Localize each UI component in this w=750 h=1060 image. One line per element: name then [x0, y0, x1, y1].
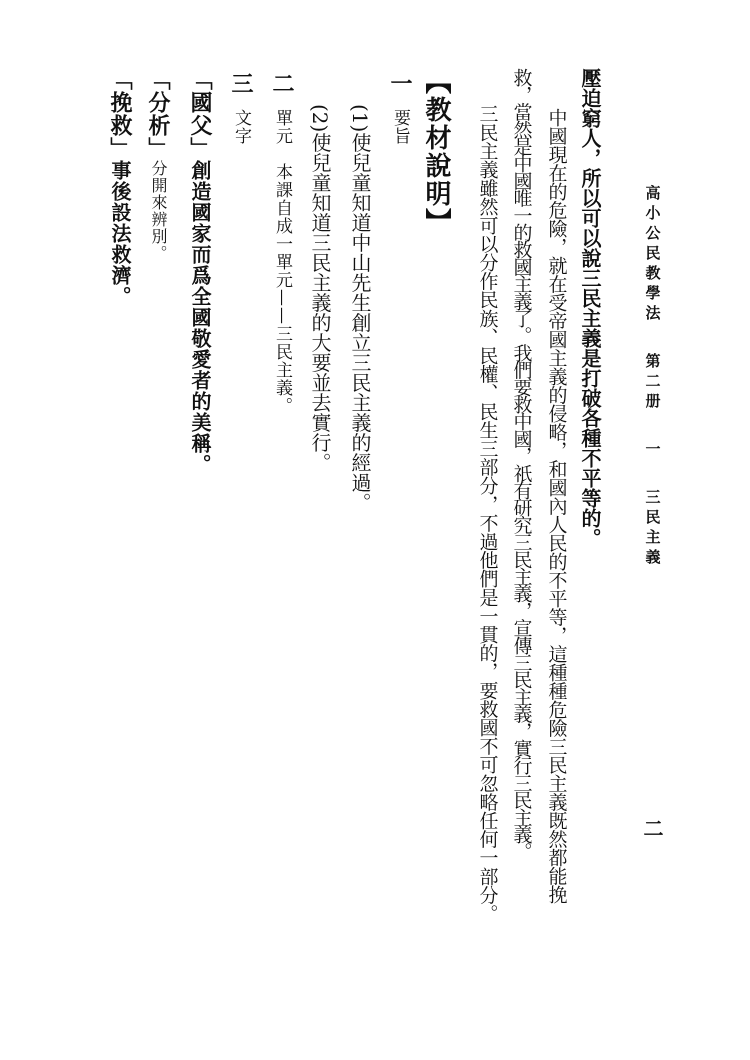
lesson-number: 一 — [643, 441, 662, 461]
vocabulary-term: 「挽救」 — [107, 68, 133, 160]
section-text: 本課自成一單元——三民主義。 — [272, 163, 292, 415]
section-1 — [389, 72, 411, 145]
section-title: 單元 — [272, 109, 292, 145]
aim-item: (1)使兒童知道中山先生創立三民主義的經過。 — [348, 104, 372, 513]
vocabulary-item — [109, 68, 131, 307]
lesson-title: 三民主義 — [643, 489, 662, 569]
materials-heading: 【教材說明】 — [421, 68, 451, 236]
section-number: 三 — [228, 72, 254, 95]
vocabulary-item — [189, 68, 211, 475]
book-title: 高小公民教學法 — [643, 185, 662, 325]
vocabulary-definition: 事後設法救濟。 — [108, 160, 132, 307]
vocabulary-item — [147, 68, 169, 262]
page-number: 二 — [640, 818, 664, 843]
body-line: 壓迫窮人，所以可以說三民主義是打破各種不平等的。 — [578, 68, 602, 548]
aim-item: (2)使兒童知道三民主義的大要並去實行。 — [308, 104, 332, 473]
running-header — [645, 185, 660, 569]
vocabulary-definition: 分開來辨別。 — [149, 160, 168, 262]
section-number: 二 — [269, 72, 295, 95]
section-number: 一 — [387, 72, 413, 95]
section-title: 文字 — [231, 109, 251, 145]
vocabulary-term: 「國父」 — [187, 68, 213, 160]
section-title: 要旨 — [390, 109, 410, 145]
section-3 — [230, 72, 252, 145]
section-2 — [271, 72, 293, 415]
vocabulary-term: 「分析」 — [145, 68, 171, 160]
vocabulary-definition: 創造國家而爲全國敬愛者的美稱。 — [188, 160, 212, 475]
body-line: 中國現在的危險，就在受帝國主義的侵略，和國內人民的不平等，這種種危險三民主義既然都能挽 — [545, 108, 568, 904]
volume: 第二册 — [643, 353, 662, 413]
body-line: 三民主義雖然可以分作民族、民權、民生三部分，不過他們是一貫的，要救國不可忽略任何一部分。 — [476, 104, 499, 923]
body-line: 救，當然是中國唯一的救國主義了。我們要救中國，祇有研究三民主義，宣傳三民主義，實行三民主義。 — [510, 68, 533, 860]
